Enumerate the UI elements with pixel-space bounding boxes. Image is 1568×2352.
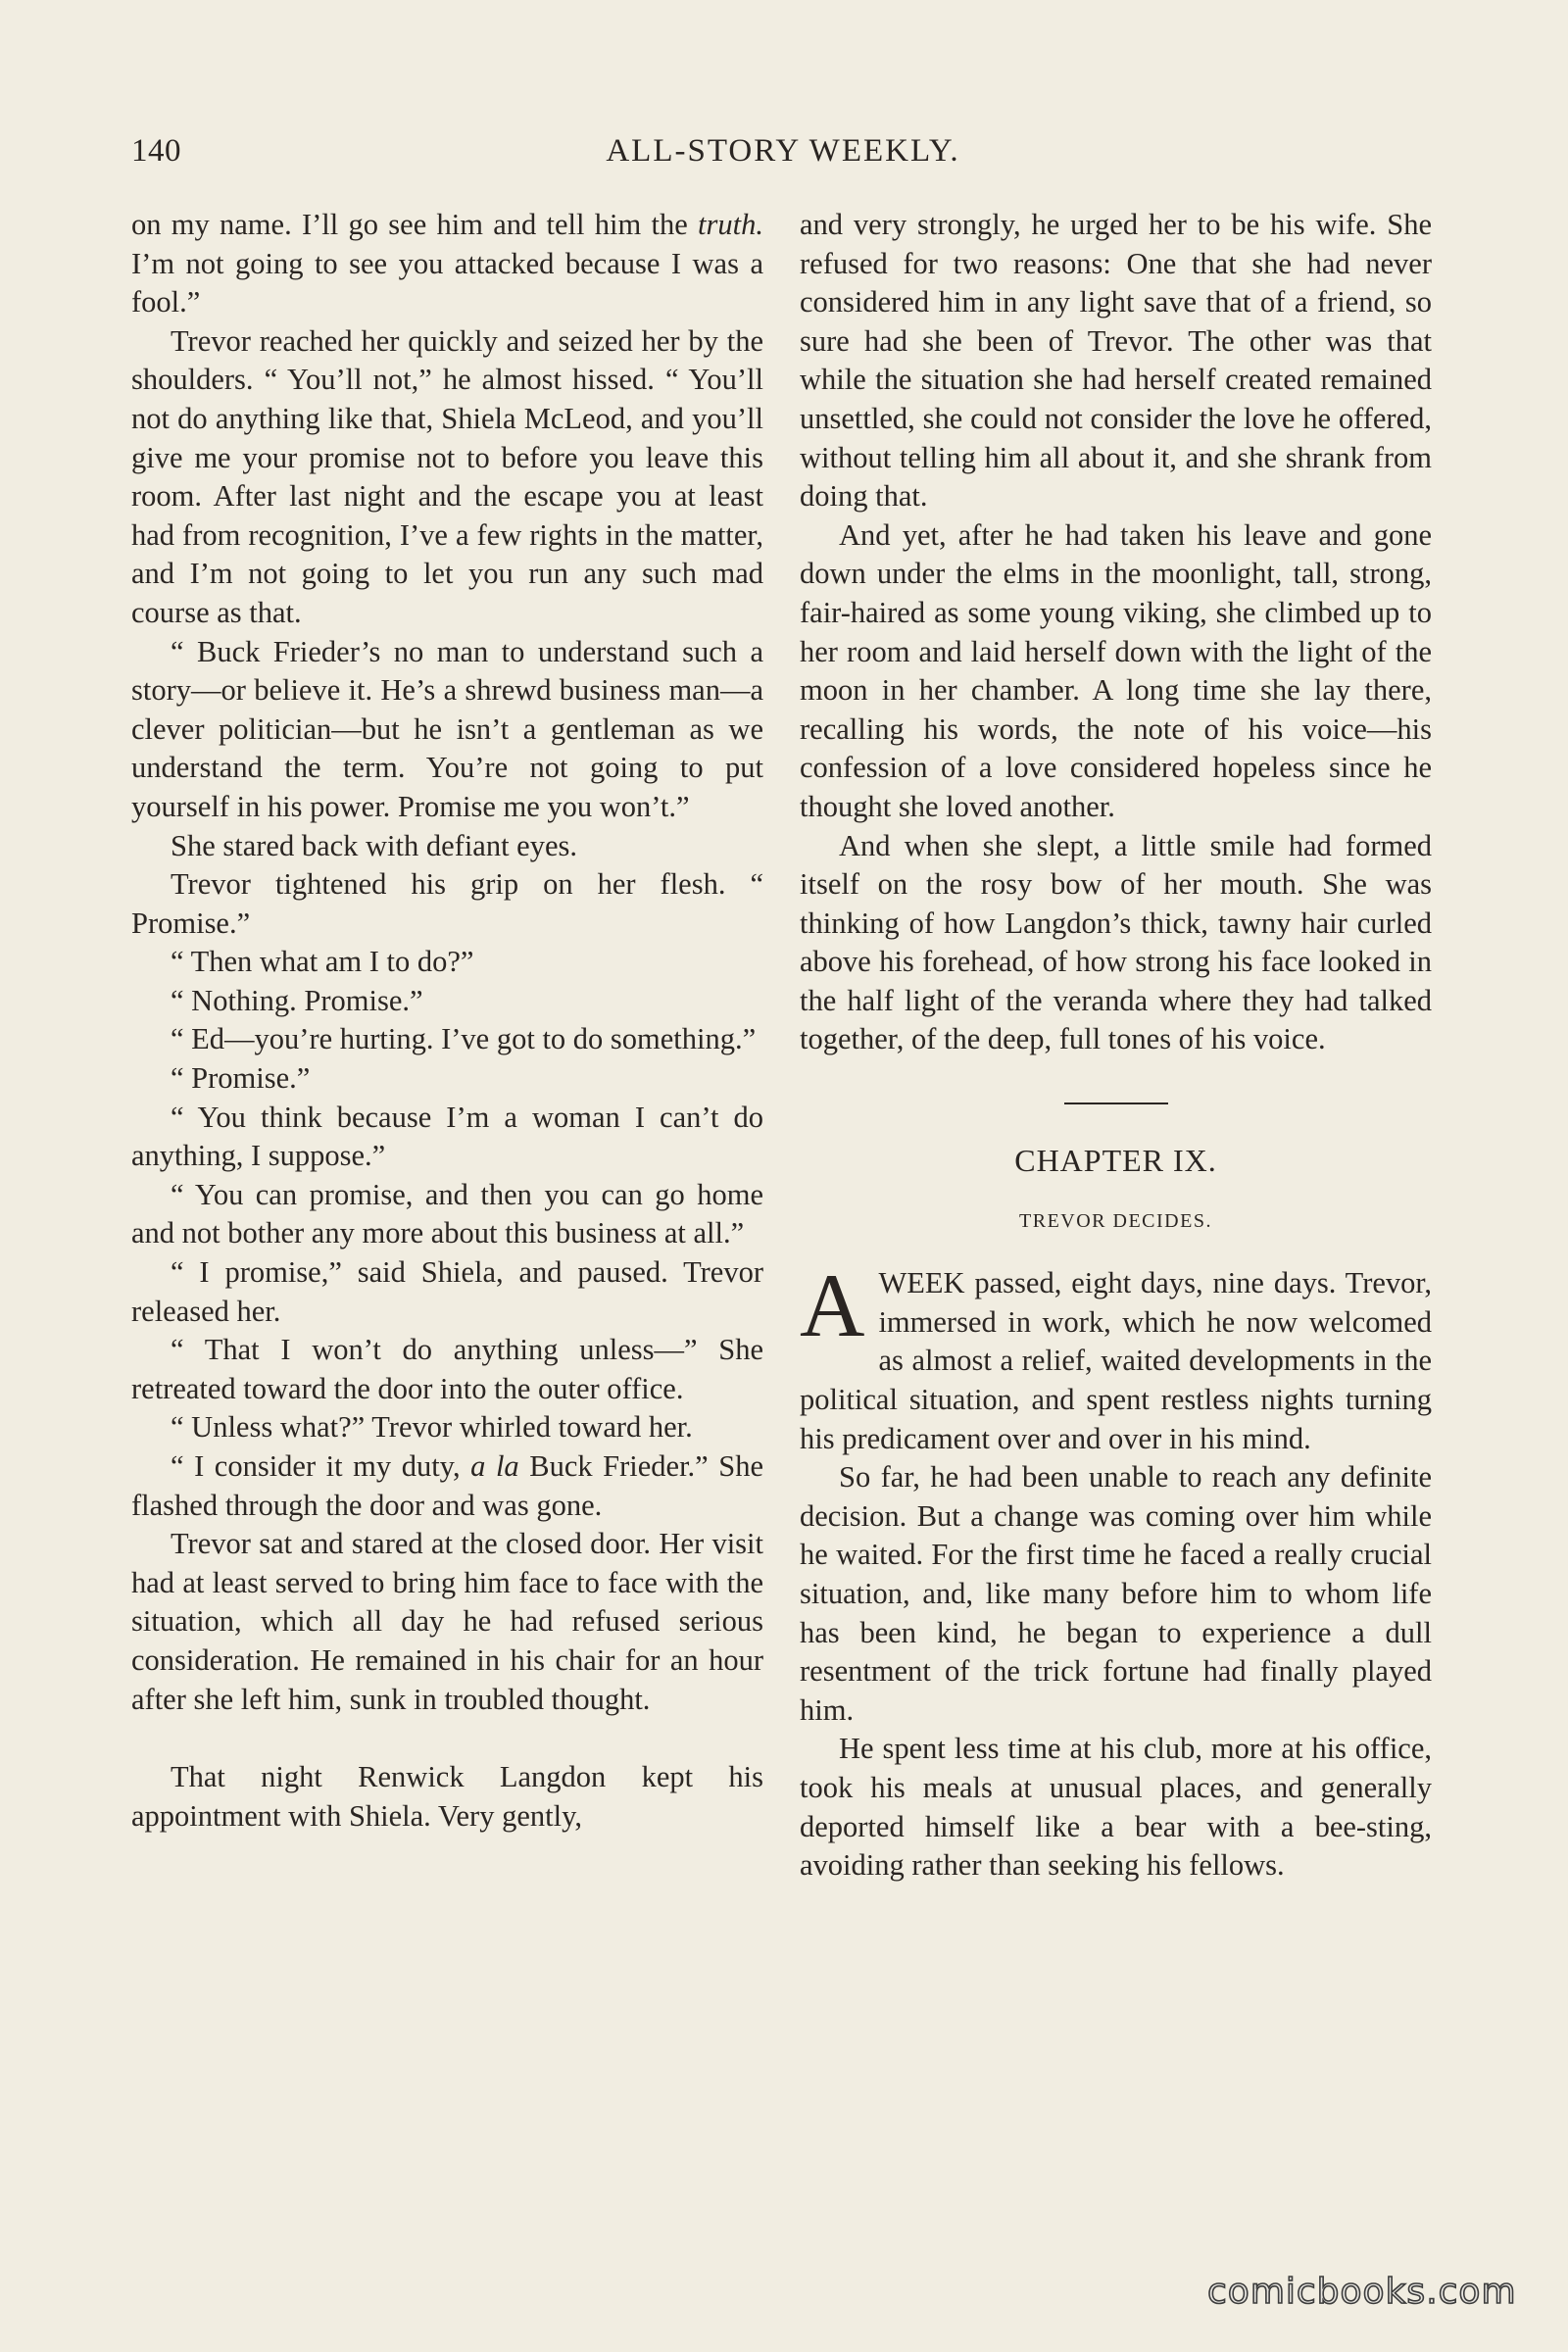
paragraph: “ Buck Frieder’s no man to understand such a story—or believe it. He’s a shrewd business man—a clever politician—but he isn’t a gentleman as we understand the term. You’re not going to put yourself in his power. Promise me you won’t.”	[131, 634, 763, 823]
chapter-subtitle: TREVOR DECIDES.	[1019, 1209, 1212, 1232]
right-column	[800, 206, 1432, 1886]
paragraph: and very strongly, he urged her to be his wife. She refused for two reasons: One that she had never considered him in any light save that of a friend, so sure had she been of Trevor. The other was that while the situation she had herself created remained unsettled, she could not consider the love he offered, without telling him all about it, and she shrank from doing that.	[800, 208, 1432, 514]
paragraph: Trevor sat and stared at the closed door. Her visit had at least served to bring him face to face with the situation, which all day he had refused serious consideration. He remained in his chair for an hour after she left him, sunk in troubled thought.	[131, 1527, 763, 1716]
paragraph: “ I promise,” said Shiela, and paused. Trevor released her.	[131, 1255, 763, 1328]
paragraph: “ You can promise, and then you can go home and not bother any more about this business at all.”	[131, 1177, 763, 1250]
chapter-title: CHAPTER IX.	[1014, 1143, 1217, 1179]
paragraph: “ That I won’t do anything unless—” She retreated toward the door into the outer office.	[131, 1333, 763, 1405]
paragraph: “ Nothing. Promise.”	[171, 983, 423, 1017]
paragraph: Trevor reached her quickly and seized her by the shoulders. “ You’ll not,” he almost hissed. “ You’ll not do anything like that, Shiela McLeod, and you’ll give me your promise not to before you leave this room. After last night and the escape you at least had from recognition, I’ve a few rights in the matter, and I’m not going to let you run any such mad course as that.	[131, 323, 763, 629]
paragraph: “ I consider it my duty, a la Buck Frieder.” She flashed through the door and was gone.	[131, 1449, 764, 1522]
paragraph: She stared back with defiant eyes.	[171, 828, 577, 862]
paragraph: “ Unless what?” Trevor whirled toward her.	[171, 1410, 693, 1445]
section-divider	[1064, 1102, 1168, 1104]
paragraph: on my name. I’ll go see him and tell him the truth. I’m not going to see you attacked because I was a fool.”	[131, 208, 763, 319]
watermark-logo: comicbooks.com	[1207, 2272, 1517, 2312]
paragraph: AWEEK passed, eight days, nine days. Trevor, immersed in work, which he now welcomed as almost a relief, waited developments in the political situation, and spent restless nights turning his predicament over and over in his mind.	[800, 1255, 1432, 1455]
paragraph: “ Then what am I to do?”	[171, 945, 474, 979]
paragraph: And when she slept, a little smile had formed itself on the rosy bow of her mouth. She was thinking of how Langdon’s thick, tawny hair curled above his forehead, of how strong his face looked in the half light of the veranda where they had talked together, of the deep, full tones of his voice.	[800, 828, 1432, 1056]
paragraph: Trevor tightened his grip on her flesh. “ Promise.”	[131, 867, 763, 940]
paragraph: “ Promise.”	[171, 1061, 311, 1096]
paragraph: He spent less time at his club, more at his office, took his meals at unusual places, and generally deported himself like a bear with a bee-sting, avoiding rather than seeking his fellows.	[800, 1732, 1432, 1883]
paragraph: So far, he had been unable to reach any definite decision. But a change was coming over him while he waited. For the first time he faced a really crucial situation, and, like many before him to whom life has been kind, he began to experience a dull resentment of the trick fortune had finally played him.	[800, 1460, 1432, 1727]
paragraph: That night Renwick Langdon kept his appointment with Shiela. Very gently,	[131, 1760, 763, 1833]
paragraph: And yet, after he had taken his leave and gone down under the elms in the moonlight, tall, strong, fair-haired as some young viking, she climbed up to her room and laid herself down with the light of the moon in her chamber. A long time she lay there, recalling his words, the note of his voice—his confession of a love considered hopeless since he thought she loved another.	[800, 517, 1432, 823]
paragraph: “ You think because I’m a woman I can’t do anything, I suppose.”	[131, 1100, 763, 1173]
paragraph: “ Ed—you’re hurting. I’ve got to do something.”	[171, 1022, 757, 1056]
running-title: ALL-STORY WEEKLY.	[606, 133, 960, 169]
page-number: 140	[131, 133, 181, 169]
page-header	[131, 133, 1435, 182]
left-column	[131, 206, 763, 1836]
drop-cap: A	[800, 1255, 865, 1356]
